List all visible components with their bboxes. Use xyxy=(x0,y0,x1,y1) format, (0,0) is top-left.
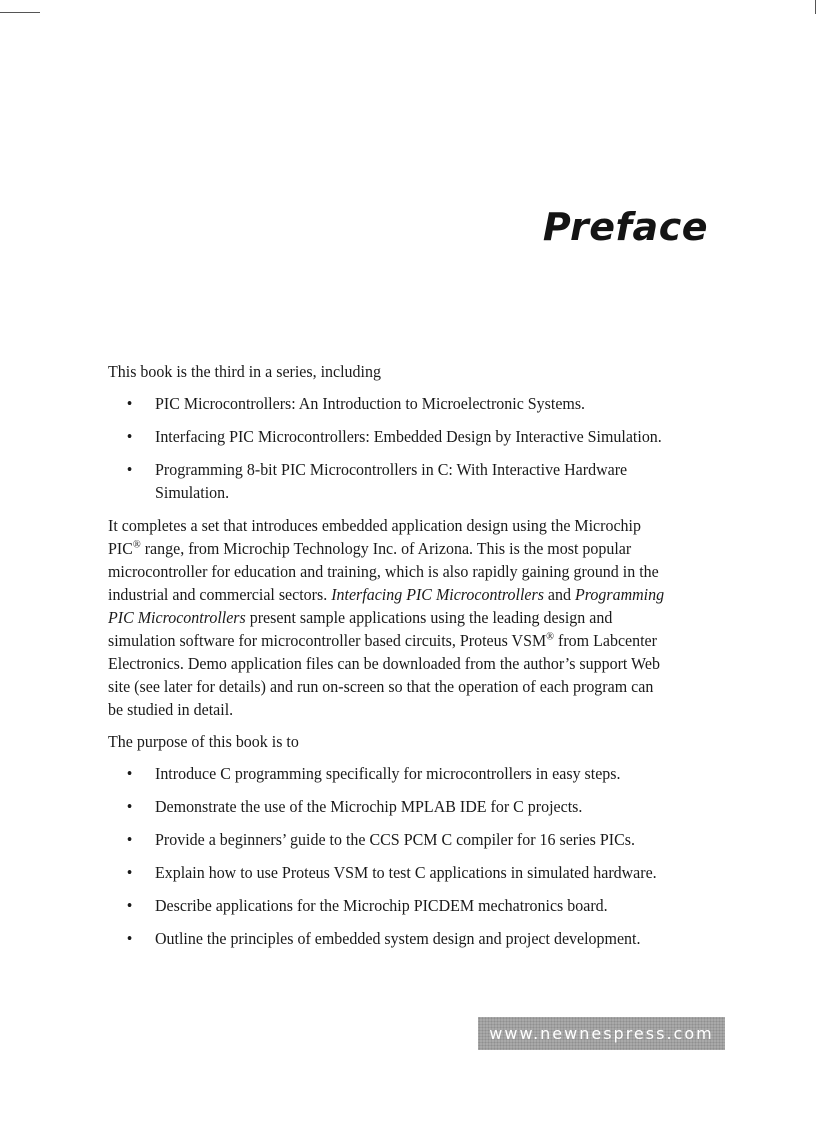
book-title-interfacing: Interfacing PIC Microcontrollers xyxy=(331,585,544,604)
list-item: • Programming 8-bit PIC Microcontrollers in C: With Interactive Hardware Simulation. xyxy=(126,460,628,502)
list-item: • Interfacing PIC Microcontrollers: Embedded Design by Interactive Simulation. xyxy=(126,427,662,446)
intro-text: This book is the third in a series, including xyxy=(108,362,381,381)
publisher-url: www.newnespress.com xyxy=(489,1024,714,1043)
list-item: • Demonstrate the use of the Microchip MPLAB IDE for C projects. xyxy=(126,797,583,816)
list-item: • Provide a beginners’ guide to the CCS PCM C compiler for 16 series PICs. xyxy=(126,830,635,849)
bullet-icon: • xyxy=(126,460,133,479)
bullet-icon: • xyxy=(126,929,133,948)
body-paragraph: It completes a set that introduces embedded application design using the Microchip PIC® range, from Microchip Technology Inc. of Arizona. This is the most popular microcontroller for education and training, which is also rapidly gaining ground in the industrial and commercial sectors. Interfacing PIC Microcontrollers and Programming PIC Microcontrollers present sample applications using the leading design and simulation software for microcontroller based circuits, Proteus VSM® from Labcenter Electronics. Demo application files can be downloaded from the author’s support Web site (see later for details) and run on-screen so that the operation of each program can be studied in detail. xyxy=(108,516,665,719)
bullet-icon: • xyxy=(126,863,133,882)
registered-mark: ® xyxy=(546,630,555,643)
list-item: • Introduce C programming specifically for microcontrollers in easy steps. xyxy=(126,764,621,783)
list-item: • Describe applications for the Microchip PICDEM mechatronics board. xyxy=(126,896,608,915)
registered-mark: ® xyxy=(132,538,141,551)
bullet-icon: • xyxy=(126,764,133,783)
list-item: • PIC Microcontrollers: An Introduction to Microelectronic Systems. xyxy=(126,394,586,413)
crop-mark-left xyxy=(0,12,40,13)
purpose-intro: The purpose of this book is to xyxy=(108,732,299,751)
purpose-list xyxy=(108,762,672,950)
series-list xyxy=(108,392,672,504)
bullet-icon: • xyxy=(126,427,133,446)
book-title-programming: Programming PIC Microcontrollers xyxy=(108,585,665,627)
list-item: • Outline the principles of embedded system design and project development. xyxy=(126,929,641,948)
preface-body xyxy=(108,360,672,960)
bullet-icon: • xyxy=(126,830,133,849)
publisher-url-banner xyxy=(478,1017,725,1050)
list-item: • Explain how to use Proteus VSM to test C applications in simulated hardware. xyxy=(126,863,657,882)
chapter-title: Preface xyxy=(542,205,708,249)
bullet-icon: • xyxy=(126,797,133,816)
bullet-icon: • xyxy=(126,896,133,915)
bullet-icon: • xyxy=(126,394,133,413)
